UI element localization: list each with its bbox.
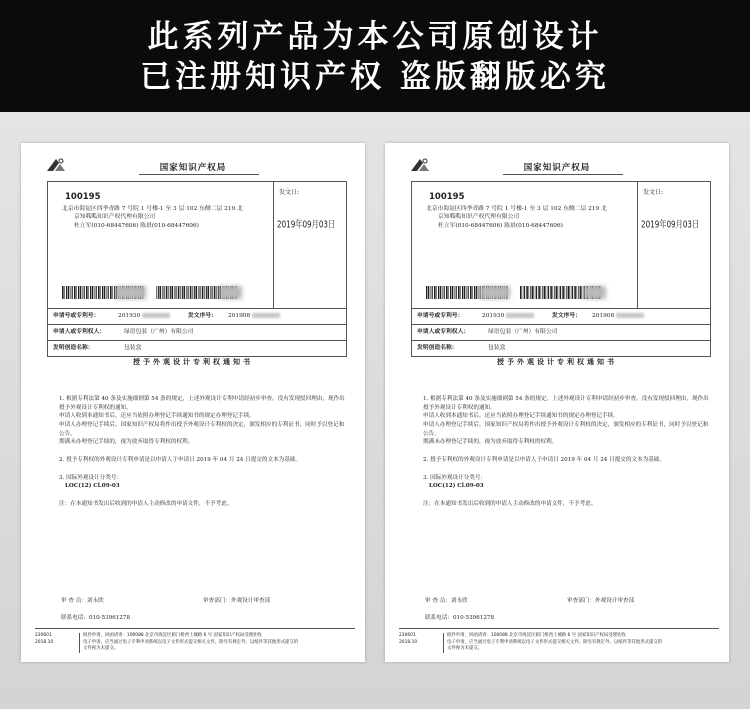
serial-number-label: 发文序号： — [552, 313, 581, 319]
contact-phone: 联系电话：010-53961278 — [425, 615, 495, 621]
address-line-1: 北京市海淀区四季青路 7 号院 1 号楼-1 至 3 层 102 东侧二层 219 北 — [62, 206, 243, 212]
row-applicant — [411, 325, 711, 341]
paragraph-1-expiry: 期满未办理登记手续的，视为放弃取得专利权的权利。 — [59, 439, 194, 446]
footer-line-1: 纸件申请，回函请寄：100088 北京市海淀区蓟门桥西土城路 6 号 国家知识产权局受理处收 — [83, 633, 262, 638]
document-stage — [0, 112, 750, 709]
applicant-label: 申请人或专利权人： — [53, 329, 106, 335]
office-name: 国家知识产权局 — [159, 163, 227, 173]
address-divider — [273, 182, 274, 308]
application-number-redaction — [142, 313, 170, 318]
row-design-name — [47, 341, 347, 357]
applicant-label: 申请人或专利权人： — [417, 329, 470, 335]
banner-line-1: 此系列产品为本公司原创设计 — [147, 19, 603, 55]
paragraph-2: 2. 授予专利权的外观设计专利申请是以申请人于申请日 2019 年 04 月 24 日提交的文本为基础。 — [423, 456, 666, 463]
application-number-label: 申请号或专利号： — [53, 313, 100, 319]
footer-line-2: 电子申请，应当通过电子专利申请系统以电子文件形式提交相关文件。除另有规定外，以纸件等其他形式提交的 — [447, 639, 663, 645]
address-box — [47, 181, 347, 309]
paragraph-1-registration: 申请人收到本通知书后，还应当依照办理登记手续通知书的规定办理登记手续。 — [423, 413, 619, 420]
barcode-2-redaction — [220, 286, 242, 299]
design-name-label: 发明创造名称： — [417, 345, 458, 351]
paragraph-1-decision: 申请人办理登记手续后，国家知识产权局将作出授予外观设计专利权的决定，颁发相应的专利证书，同时予以登记和公告。 — [423, 421, 709, 437]
paragraph-3: 3. 国际外观设计分类号： — [423, 474, 487, 481]
footer-line-3: 文件视为未提交。 — [447, 646, 483, 652]
footer — [35, 628, 355, 652]
row-application-number — [411, 309, 711, 325]
patent-notice-left — [21, 143, 365, 662]
barcode-1-redaction — [116, 286, 146, 299]
banner — [0, 0, 750, 112]
notice-body — [49, 395, 345, 509]
serial-number-redaction — [252, 313, 280, 318]
sent-date-stamp: 2019年09月03日 — [277, 218, 336, 231]
paragraph-3: 3. 国际外观设计分类号： — [59, 474, 123, 481]
review-department: 审查部门：外观设计审查部 — [567, 598, 635, 604]
barcode-1-redaction — [480, 286, 510, 299]
applicant-value: 绿语包装（广州）有限公司 — [488, 329, 558, 335]
loc-classification: LOC(12) Cl.09-03 — [65, 483, 120, 490]
reviewer: 审 查 员：刘永欣 — [61, 598, 104, 604]
paragraph-1: 1. 根据专利法第 40 条及实施细则第 54 条的规定，上述外观设计专利申请经初步审查，没有发现驳回理由，现作出授予外观设计专利权的通知。 — [59, 396, 345, 411]
applicant-value: 绿语包装（广州）有限公司 — [124, 329, 194, 335]
loc-classification: LOC(12) Cl.09-03 — [429, 483, 484, 490]
patent-notice-right — [385, 143, 729, 662]
footer — [399, 628, 719, 652]
footer-instructions — [443, 633, 719, 653]
address-line-1: 北京市海淀区四季青路 7 号院 1 号楼-1 至 3 层 102 东侧二层 219 北 — [426, 206, 607, 212]
paragraph-1-registration: 申请人收到本通知书后，还应当依照办理登记手续通知书的规定办理登记手续。 — [59, 413, 255, 420]
note: 注：在本通知书发出后收到的申请人主动修改的申请文件，不予考虑。 — [59, 500, 233, 507]
recipient-address — [426, 205, 631, 230]
row-design-name — [411, 341, 711, 357]
design-name-value: 包装盒 — [124, 345, 142, 351]
address-line-2: 京知呱呱知识产权代理有限公司 — [438, 214, 520, 221]
footer-instructions — [79, 633, 355, 653]
banner-line-2: 已注册知识产权 盗版翻版必究 — [140, 59, 610, 95]
sent-date-stamp: 2019年09月03日 — [641, 218, 700, 231]
paragraph-1-decision: 申请人办理登记手续后，国家知识产权局将作出授予外观设计专利权的决定，颁发相应的专利证书，同时予以登记和公告。 — [59, 421, 345, 437]
form-code: 230601 2018.10 — [399, 633, 418, 645]
serial-number-value: 201908 — [592, 313, 644, 321]
footer-line-2: 电子申请，应当通过电子专利申请系统以电子文件形式提交相关文件。除另有规定外，以纸件等其他形式提交的 — [83, 639, 299, 645]
barcode-2-redaction — [584, 286, 606, 299]
notice-body — [413, 395, 709, 509]
serial-number-label: 发文序号： — [188, 313, 217, 319]
footer-line-3: 文件视为未提交。 — [83, 646, 119, 652]
serial-number-redaction — [616, 313, 644, 318]
review-department: 审查部门：外观设计审查部 — [203, 598, 271, 604]
application-number-value: 201930 — [118, 313, 170, 321]
paragraph-1: 1. 根据专利法第 40 条及实施细则第 54 条的规定，上述外观设计专利申请经初步审查，没有发现驳回理由，现作出授予外观设计专利权的通知。 — [423, 396, 709, 411]
address-box — [411, 181, 711, 309]
note: 注：在本通知书发出后收到的申请人主动修改的申请文件，不予考虑。 — [423, 500, 597, 507]
postcode: 100195 — [65, 192, 101, 202]
address-line-3: 杜立军(010-68447606) 陈晨(010-68447606) — [438, 222, 563, 229]
application-number-value: 201930 — [482, 313, 534, 321]
address-line-3: 杜立军(010-68447606) 陈晨(010-68447606) — [74, 222, 199, 229]
sent-date-label: 发文日: — [643, 189, 664, 196]
notice-title: 授予外观设计专利权通知书 — [497, 358, 617, 366]
reviewer: 审 查 员：刘永欣 — [425, 598, 468, 604]
form-code: 230601 2018.10 — [35, 633, 54, 645]
notice-title: 授予外观设计专利权通知书 — [133, 358, 253, 366]
recipient-address — [62, 205, 267, 230]
design-name-label: 发明创造名称： — [53, 345, 94, 351]
serial-number-value: 201908 — [228, 313, 280, 321]
application-number-label: 申请号或专利号： — [417, 313, 464, 319]
postcode: 100195 — [429, 192, 465, 202]
contact-phone: 联系电话：010-53961278 — [61, 615, 131, 621]
design-name-value: 包装盒 — [488, 345, 506, 351]
address-divider — [637, 182, 638, 308]
office-name: 国家知识产权局 — [523, 163, 591, 173]
row-application-number — [47, 309, 347, 325]
paragraph-2: 2. 授予专利权的外观设计专利申请是以申请人于申请日 2019 年 04 月 24 日提交的文本为基础。 — [59, 456, 302, 463]
sent-date-label: 发文日: — [279, 189, 300, 196]
footer-line-1: 纸件申请，回函请寄：100088 北京市海淀区蓟门桥西土城路 6 号 国家知识产权局受理处收 — [447, 633, 626, 638]
paragraph-1-expiry: 期满未办理登记手续的，视为放弃取得专利权的权利。 — [423, 439, 558, 446]
office-underline — [503, 174, 623, 175]
row-applicant — [47, 325, 347, 341]
address-line-2: 京知呱呱知识产权代理有限公司 — [74, 214, 156, 221]
office-underline — [139, 174, 259, 175]
application-number-redaction — [506, 313, 534, 318]
